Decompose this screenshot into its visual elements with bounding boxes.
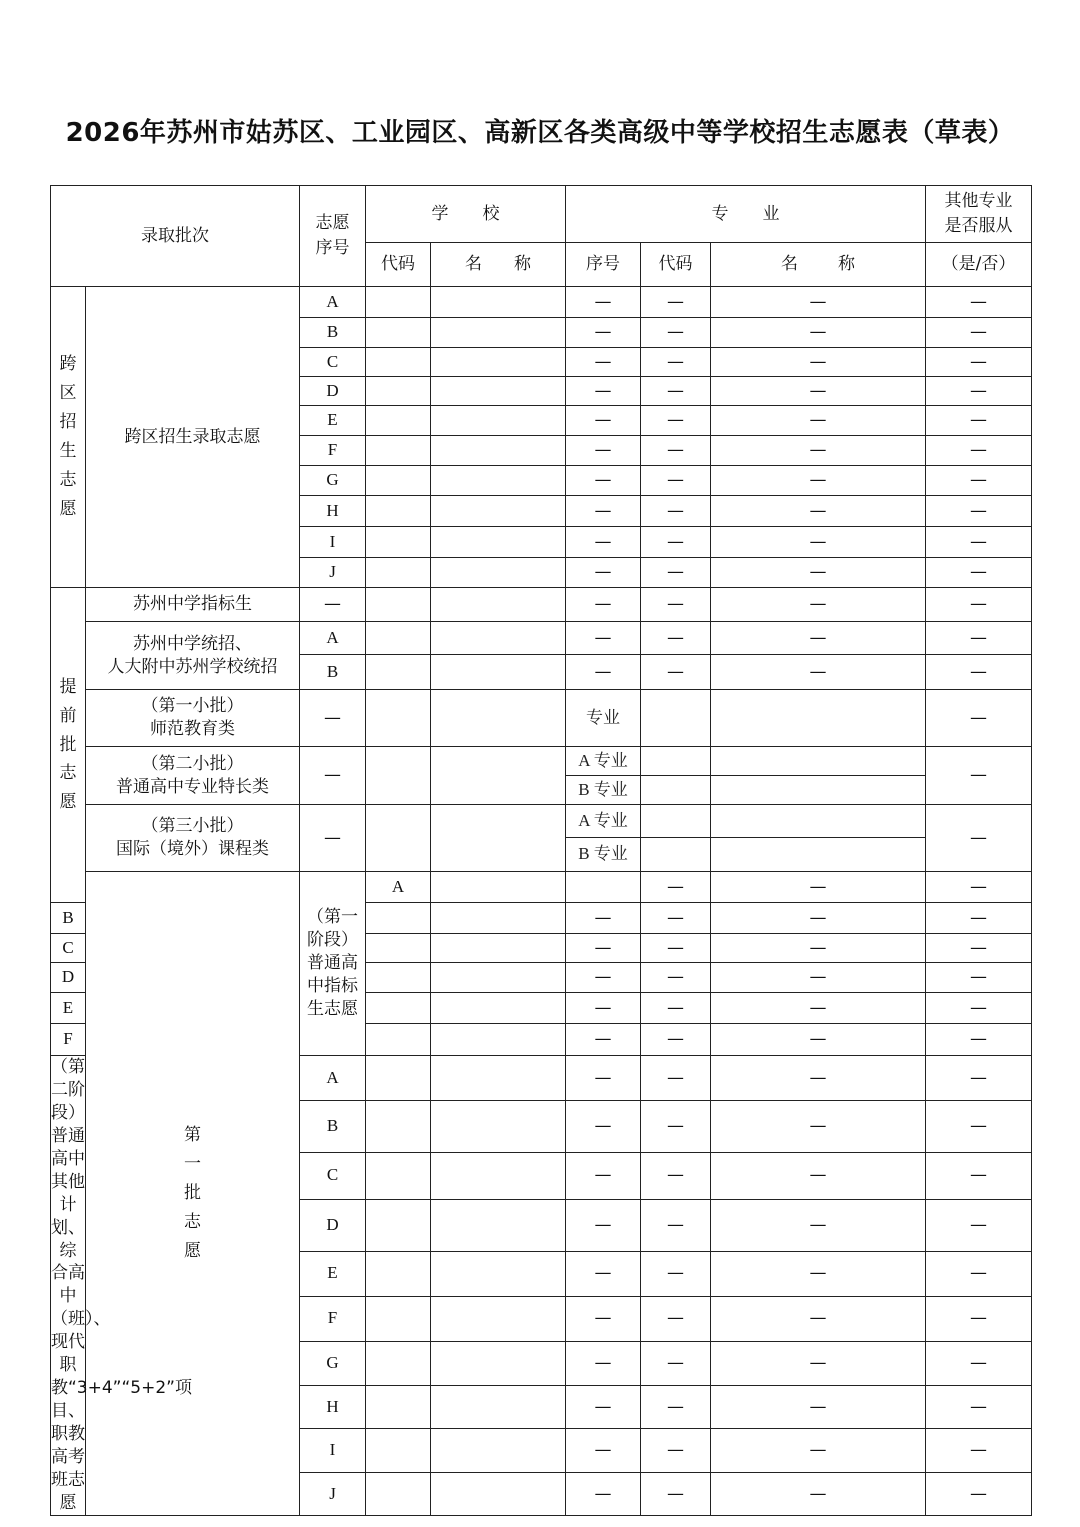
major-name-cell: — bbox=[711, 963, 926, 993]
unified-recruit-line: 人大附中苏州学校统招 bbox=[107, 656, 278, 677]
obey-cell: — bbox=[926, 377, 1032, 406]
school-name-cell[interactable] bbox=[431, 963, 566, 993]
major-name-cell: — bbox=[711, 1199, 926, 1251]
school-code-cell[interactable] bbox=[366, 747, 431, 805]
major-code-cell: — bbox=[641, 588, 711, 622]
major-name-cell: — bbox=[711, 406, 926, 436]
school-name-cell[interactable] bbox=[431, 466, 566, 496]
school-name-cell[interactable] bbox=[431, 903, 566, 934]
order-cell: — bbox=[300, 805, 366, 872]
stage2-line: 合高中（班）、现代职 bbox=[51, 1263, 111, 1376]
order-letter: C bbox=[300, 1153, 366, 1200]
school-name-cell[interactable] bbox=[431, 622, 566, 655]
order-letter: I bbox=[300, 527, 366, 558]
major-seq-cell: — bbox=[566, 318, 641, 348]
obey-cell: — bbox=[926, 903, 1032, 934]
school-code-cell[interactable] bbox=[366, 318, 431, 348]
school-code-cell[interactable] bbox=[366, 1473, 431, 1516]
major-name-cell: — bbox=[711, 1296, 926, 1341]
major-name-cell[interactable] bbox=[711, 838, 926, 872]
major-code-cell: — bbox=[641, 903, 711, 934]
major-code-cell: — bbox=[641, 622, 711, 655]
school-code-cell[interactable] bbox=[366, 963, 431, 993]
major-code-cell: — bbox=[641, 1341, 711, 1385]
major-name-cell: — bbox=[711, 1024, 926, 1056]
school-name-cell[interactable] bbox=[431, 655, 566, 690]
obey-cell: — bbox=[926, 805, 1032, 872]
order-letter: H bbox=[300, 1385, 366, 1429]
obey-cell: — bbox=[926, 963, 1032, 993]
major-seq-cell: — bbox=[566, 558, 641, 588]
obey-cell: — bbox=[926, 1251, 1032, 1296]
major-name-cell: — bbox=[711, 377, 926, 406]
stage2-label bbox=[51, 1056, 192, 1516]
vertical-char: 批 bbox=[59, 734, 77, 755]
school-code-cell[interactable] bbox=[366, 1153, 431, 1200]
header-school-name-2: 称 bbox=[514, 254, 531, 275]
school-code-cell[interactable] bbox=[431, 872, 566, 903]
header-school: 学 校 bbox=[366, 186, 566, 243]
obey-cell: — bbox=[926, 1296, 1032, 1341]
page-title: 2026年苏州市姑苏区、工业园区、高新区各类高级中等学校招生志愿表（草表） bbox=[65, 118, 1015, 148]
header-school-name bbox=[431, 243, 566, 287]
school-name-cell[interactable] bbox=[431, 1199, 566, 1251]
first-stage1-row bbox=[51, 872, 1032, 903]
order-cell: — bbox=[300, 747, 366, 805]
major-seq-cell: — bbox=[566, 1251, 641, 1296]
school-name-cell[interactable] bbox=[431, 558, 566, 588]
school-code-cell[interactable] bbox=[366, 934, 431, 963]
major-name-cell[interactable] bbox=[711, 776, 926, 805]
school-code-cell[interactable] bbox=[366, 1385, 431, 1429]
suzhou-quota-label: 苏州中学指标生 bbox=[86, 588, 300, 622]
major-code-cell: — bbox=[641, 1056, 711, 1101]
vertical-char: 志 bbox=[59, 469, 77, 490]
major-name-cell: — bbox=[711, 527, 926, 558]
order-letter: B bbox=[300, 1101, 366, 1153]
obey-cell: — bbox=[926, 934, 1032, 963]
major-name-cell: — bbox=[711, 1341, 926, 1385]
major-code-cell[interactable] bbox=[641, 805, 711, 838]
order-letter: A bbox=[300, 622, 366, 655]
vertical-char: 生 bbox=[59, 441, 77, 461]
major-code-cell: — bbox=[641, 1024, 711, 1056]
obey-cell: — bbox=[926, 436, 1032, 466]
order-letter: F bbox=[300, 436, 366, 466]
major-name-cell: — bbox=[711, 1101, 926, 1153]
major-name-cell: — bbox=[711, 466, 926, 496]
order-letter: H bbox=[300, 496, 366, 527]
school-code-cell[interactable] bbox=[366, 1251, 431, 1296]
obey-cell: — bbox=[926, 318, 1032, 348]
major-name-cell: — bbox=[711, 655, 926, 690]
order-letter: E bbox=[51, 993, 86, 1024]
obey-cell: — bbox=[926, 1341, 1032, 1385]
school-name-cell[interactable] bbox=[431, 805, 566, 872]
major-code-cell: — bbox=[641, 1296, 711, 1341]
school-code-cell[interactable] bbox=[366, 466, 431, 496]
school-name-cell[interactable] bbox=[431, 1473, 566, 1516]
major-name-cell: — bbox=[711, 993, 926, 1024]
order-letter: F bbox=[300, 1296, 366, 1341]
school-code-cell[interactable] bbox=[366, 690, 431, 747]
school-name-cell[interactable] bbox=[566, 872, 641, 903]
early-suzhou-quota-row bbox=[51, 588, 1032, 622]
school-name-cell[interactable] bbox=[431, 1341, 566, 1385]
obey-cell: — bbox=[926, 993, 1032, 1024]
header-major: 专 业 bbox=[566, 186, 926, 243]
school-name-cell[interactable] bbox=[431, 993, 566, 1024]
major-seq-cell: — bbox=[566, 1473, 641, 1516]
early-batch-label bbox=[51, 588, 86, 903]
school-code-cell[interactable] bbox=[366, 377, 431, 406]
sub3-label bbox=[86, 805, 300, 872]
school-name-cell[interactable] bbox=[431, 287, 566, 318]
order-letter: A bbox=[366, 872, 431, 903]
stage1-line: （第一阶段） bbox=[307, 907, 358, 951]
obey-cell: — bbox=[926, 1153, 1032, 1200]
order-letter: D bbox=[51, 963, 86, 993]
major-code-cell: — bbox=[641, 655, 711, 690]
obey-cell: — bbox=[926, 655, 1032, 690]
obey-cell: — bbox=[926, 1199, 1032, 1251]
major-seq-label: B 专业 bbox=[566, 776, 641, 805]
vertical-char: 第 bbox=[184, 1125, 201, 1146]
major-seq-cell: — bbox=[566, 655, 641, 690]
obey-cell: — bbox=[926, 747, 1032, 805]
early-sub3-row bbox=[51, 805, 1032, 838]
major-seq-cell: — bbox=[566, 1024, 641, 1056]
major-name-cell[interactable] bbox=[711, 747, 926, 776]
stage2-line: 普通高中其他计划、综 bbox=[51, 1125, 85, 1261]
order-letter: B bbox=[300, 655, 366, 690]
major-name-cell: — bbox=[711, 903, 926, 934]
header-row-1 bbox=[51, 186, 1032, 243]
major-seq-cell: — bbox=[566, 622, 641, 655]
form-body bbox=[51, 186, 1032, 1516]
major-code-cell: — bbox=[641, 406, 711, 436]
sub2-line: （第二小批） bbox=[141, 753, 244, 774]
early-unified-row bbox=[51, 622, 1032, 655]
major-seq-cell: — bbox=[566, 496, 641, 527]
unified-recruit-label bbox=[86, 622, 300, 690]
obey-cell: — bbox=[926, 1385, 1032, 1429]
order-letter: B bbox=[51, 903, 86, 934]
order-letter: I bbox=[300, 1429, 366, 1473]
obey-cell: — bbox=[926, 406, 1032, 436]
vertical-char: 志 bbox=[184, 1211, 201, 1232]
order-letter: J bbox=[300, 1473, 366, 1516]
header-major-seq: 序号 bbox=[566, 243, 641, 287]
order-letter: G bbox=[300, 466, 366, 496]
order-letter: C bbox=[300, 348, 366, 377]
header-obey-text: 其他专业是否服从 bbox=[944, 190, 1013, 236]
major-name-cell[interactable] bbox=[711, 690, 926, 747]
major-seq-cell: — bbox=[566, 963, 641, 993]
major-seq-cell: — bbox=[566, 527, 641, 558]
school-name-cell[interactable] bbox=[431, 348, 566, 377]
school-code-cell[interactable] bbox=[366, 1056, 431, 1101]
unified-recruit-line: 苏州中学统招、 bbox=[133, 633, 252, 654]
major-seq-cell: — bbox=[566, 1429, 641, 1473]
school-name-cell[interactable] bbox=[431, 1429, 566, 1473]
major-code-cell[interactable] bbox=[641, 838, 711, 872]
stage2-line: （第二阶段） bbox=[51, 1057, 85, 1123]
school-code-cell[interactable] bbox=[366, 1341, 431, 1385]
major-name-cell: — bbox=[711, 588, 926, 622]
vertical-char: 区 bbox=[59, 383, 77, 404]
major-seq-label: A 专业 bbox=[566, 747, 641, 776]
major-name-cell: — bbox=[711, 1056, 926, 1101]
order-cell: — bbox=[300, 690, 366, 747]
major-code-cell: — bbox=[641, 1153, 711, 1200]
school-code-cell[interactable] bbox=[366, 622, 431, 655]
school-code-cell[interactable] bbox=[366, 903, 431, 934]
school-name-cell[interactable] bbox=[431, 1251, 566, 1296]
obey-cell: — bbox=[926, 558, 1032, 588]
major-code-cell: — bbox=[641, 436, 711, 466]
major-seq-cell: — bbox=[566, 934, 641, 963]
major-seq-label: B 专业 bbox=[566, 838, 641, 872]
major-name-cell: — bbox=[711, 287, 926, 318]
major-name-cell: — bbox=[711, 1251, 926, 1296]
order-letter: C bbox=[51, 934, 86, 963]
stage1-label bbox=[300, 872, 366, 1056]
major-code-cell: — bbox=[641, 934, 711, 963]
vertical-char: 跨 bbox=[59, 354, 77, 375]
order-letter: E bbox=[300, 406, 366, 436]
header-major-name-2: 称 bbox=[838, 254, 855, 275]
school-code-cell[interactable] bbox=[366, 1024, 431, 1056]
major-code-cell: — bbox=[641, 377, 711, 406]
school-name-cell[interactable] bbox=[431, 588, 566, 622]
application-form-table bbox=[50, 185, 1032, 1516]
obey-cell: — bbox=[926, 466, 1032, 496]
major-code-cell: — bbox=[641, 348, 711, 377]
major-code-cell: — bbox=[641, 558, 711, 588]
vertical-char: 一 bbox=[184, 1154, 201, 1175]
obey-cell: — bbox=[926, 690, 1032, 747]
school-name-cell[interactable] bbox=[431, 1385, 566, 1429]
school-name-cell[interactable] bbox=[431, 1153, 566, 1200]
school-name-cell[interactable] bbox=[431, 1024, 566, 1056]
header-major-name bbox=[711, 243, 926, 287]
sub2-line: 普通高中专业特长类 bbox=[116, 776, 269, 797]
major-name-cell: — bbox=[711, 496, 926, 527]
major-code-cell: — bbox=[641, 466, 711, 496]
school-name-cell[interactable] bbox=[431, 1101, 566, 1153]
major-seq-cell: — bbox=[566, 348, 641, 377]
major-code-cell: — bbox=[711, 872, 926, 903]
major-name-cell: — bbox=[711, 934, 926, 963]
header-batch: 录取批次 bbox=[51, 186, 300, 287]
major-seq-cell: — bbox=[566, 1341, 641, 1385]
school-name-cell[interactable] bbox=[431, 527, 566, 558]
major-name-cell: — bbox=[711, 1473, 926, 1516]
school-name-cell[interactable] bbox=[431, 436, 566, 466]
vertical-char: 志 bbox=[59, 763, 77, 784]
major-code-cell[interactable] bbox=[641, 690, 711, 747]
school-name-cell[interactable] bbox=[431, 406, 566, 436]
first-batch-label bbox=[86, 872, 300, 1516]
major-code-cell: — bbox=[641, 1199, 711, 1251]
major-name-cell[interactable] bbox=[711, 805, 926, 838]
school-name-cell[interactable] bbox=[431, 496, 566, 527]
major-code-cell: — bbox=[641, 318, 711, 348]
obey-cell: — bbox=[926, 1024, 1032, 1056]
major-code-cell: — bbox=[641, 1429, 711, 1473]
obey-cell: — bbox=[926, 287, 1032, 318]
major-code-cell: — bbox=[641, 527, 711, 558]
header-order-text: 志愿序号 bbox=[315, 212, 350, 258]
vertical-char: 愿 bbox=[59, 792, 77, 813]
school-code-cell[interactable] bbox=[366, 805, 431, 872]
school-name-cell[interactable] bbox=[431, 934, 566, 963]
order-letter: A bbox=[300, 287, 366, 318]
major-seq-cell: — bbox=[566, 436, 641, 466]
vertical-char: 提 bbox=[59, 676, 77, 697]
cross-district-group-label: 跨区招生录取志愿 bbox=[86, 287, 300, 588]
order-letter: J bbox=[300, 558, 366, 588]
obey-cell: — bbox=[926, 348, 1032, 377]
order-letter: B bbox=[300, 318, 366, 348]
school-name-cell[interactable] bbox=[431, 690, 566, 747]
cross-district-row bbox=[51, 287, 1032, 318]
major-seq-cell: — bbox=[566, 1056, 641, 1101]
sub1-label bbox=[86, 690, 300, 747]
school-code-cell[interactable] bbox=[366, 287, 431, 318]
major-seq-cell: — bbox=[566, 1101, 641, 1153]
major-name-cell: — bbox=[711, 1153, 926, 1200]
major-seq-cell: — bbox=[566, 993, 641, 1024]
early-sub1-row bbox=[51, 690, 1032, 747]
major-seq-cell: — bbox=[566, 287, 641, 318]
major-code-cell: — bbox=[641, 1385, 711, 1429]
major-seq-cell: — bbox=[566, 903, 641, 934]
order-letter: F bbox=[51, 1024, 86, 1056]
obey-cell: — bbox=[926, 1473, 1032, 1516]
major-name-cell: — bbox=[711, 1429, 926, 1473]
vertical-char: 招 bbox=[59, 412, 77, 433]
school-code-cell[interactable] bbox=[366, 1101, 431, 1153]
school-code-cell[interactable] bbox=[366, 993, 431, 1024]
major-code-cell: — bbox=[641, 496, 711, 527]
sub1-line: 师范教育类 bbox=[150, 719, 235, 739]
stage2-line: 教“3+4”“5+2”项目、 bbox=[51, 1378, 192, 1422]
major-name-cell: — bbox=[711, 436, 926, 466]
school-code-cell[interactable] bbox=[366, 1429, 431, 1473]
sub3-line: 国际（境外）课程类 bbox=[116, 839, 269, 859]
major-code-cell: — bbox=[641, 1101, 711, 1153]
header-school-code: 代码 bbox=[366, 243, 431, 287]
sub1-line: （第一小批） bbox=[141, 696, 244, 717]
major-name-cell: — bbox=[711, 318, 926, 348]
major-name-cell: — bbox=[711, 622, 926, 655]
sub3-line: （第三小批） bbox=[141, 816, 244, 837]
header-school-name-1: 名 bbox=[465, 254, 482, 275]
obey-cell: — bbox=[926, 527, 1032, 558]
school-code-cell[interactable] bbox=[366, 588, 431, 622]
major-code-cell: — bbox=[641, 1251, 711, 1296]
sub2-label bbox=[86, 747, 300, 805]
header-order bbox=[300, 186, 366, 287]
major-name-cell: — bbox=[711, 558, 926, 588]
school-name-cell[interactable] bbox=[431, 1296, 566, 1341]
major-seq-cell: — bbox=[566, 1153, 641, 1200]
major-seq-cell: — bbox=[566, 1296, 641, 1341]
early-sub2-row bbox=[51, 747, 1032, 776]
major-code-cell[interactable] bbox=[641, 776, 711, 805]
order-letter: G bbox=[300, 1341, 366, 1385]
cross-district-batch-label bbox=[51, 287, 86, 588]
major-seq-cell: — bbox=[566, 588, 641, 622]
vertical-char: 愿 bbox=[184, 1240, 201, 1261]
major-seq-cell: — bbox=[566, 377, 641, 406]
school-code-cell[interactable] bbox=[366, 527, 431, 558]
school-code-cell[interactable] bbox=[366, 406, 431, 436]
order-letter: A bbox=[300, 1056, 366, 1101]
major-seq-cell: — bbox=[566, 1199, 641, 1251]
major-code-cell: — bbox=[641, 287, 711, 318]
stage2-line: 职教高考班志愿 bbox=[51, 1424, 85, 1513]
school-code-cell[interactable] bbox=[366, 655, 431, 690]
major-name-cell: — bbox=[711, 1385, 926, 1429]
obey-cell: — bbox=[926, 1429, 1032, 1473]
vertical-char: 前 bbox=[59, 705, 77, 726]
vertical-char: 批 bbox=[184, 1182, 201, 1203]
major-code-cell: — bbox=[641, 963, 711, 993]
order-cell: — bbox=[300, 588, 366, 622]
order-letter: D bbox=[300, 1199, 366, 1251]
obey-cell: — bbox=[926, 496, 1032, 527]
school-name-cell[interactable] bbox=[431, 377, 566, 406]
school-code-cell[interactable] bbox=[366, 436, 431, 466]
school-code-cell[interactable] bbox=[366, 348, 431, 377]
stage1-line: 普通高中指标生志愿 bbox=[307, 953, 358, 1019]
order-letter: D bbox=[300, 377, 366, 406]
obey-cell: — bbox=[926, 588, 1032, 622]
major-code-cell: — bbox=[641, 993, 711, 1024]
major-seq-cell: — bbox=[566, 406, 641, 436]
major-code-cell: — bbox=[641, 1473, 711, 1516]
vertical-char: 愿 bbox=[59, 498, 77, 519]
major-seq-label: A 专业 bbox=[566, 805, 641, 838]
major-code-cell[interactable] bbox=[641, 747, 711, 776]
obey-cell: — bbox=[926, 622, 1032, 655]
order-letter: E bbox=[300, 1251, 366, 1296]
header-obey bbox=[926, 186, 1032, 243]
major-seq-cell: — bbox=[566, 466, 641, 496]
header-major-code: 代码 bbox=[641, 243, 711, 287]
school-code-cell[interactable] bbox=[366, 1199, 431, 1251]
school-code-cell[interactable] bbox=[366, 1296, 431, 1341]
major-seq-cell: — bbox=[566, 1385, 641, 1429]
major-seq-label: 专业 bbox=[566, 690, 641, 747]
school-code-cell[interactable] bbox=[366, 496, 431, 527]
major-name-cell: — bbox=[711, 348, 926, 377]
header-obey-values: （是/否） bbox=[926, 243, 1032, 287]
major-seq-cell: — bbox=[641, 872, 711, 903]
obey-cell: — bbox=[926, 1056, 1032, 1101]
school-name-cell[interactable] bbox=[431, 747, 566, 805]
obey-cell: — bbox=[926, 1101, 1032, 1153]
school-name-cell[interactable] bbox=[431, 1056, 566, 1101]
major-name-cell: — bbox=[926, 872, 1032, 903]
school-code-cell[interactable] bbox=[366, 558, 431, 588]
school-name-cell[interactable] bbox=[431, 318, 566, 348]
header-major-name-1: 名 bbox=[781, 254, 798, 275]
